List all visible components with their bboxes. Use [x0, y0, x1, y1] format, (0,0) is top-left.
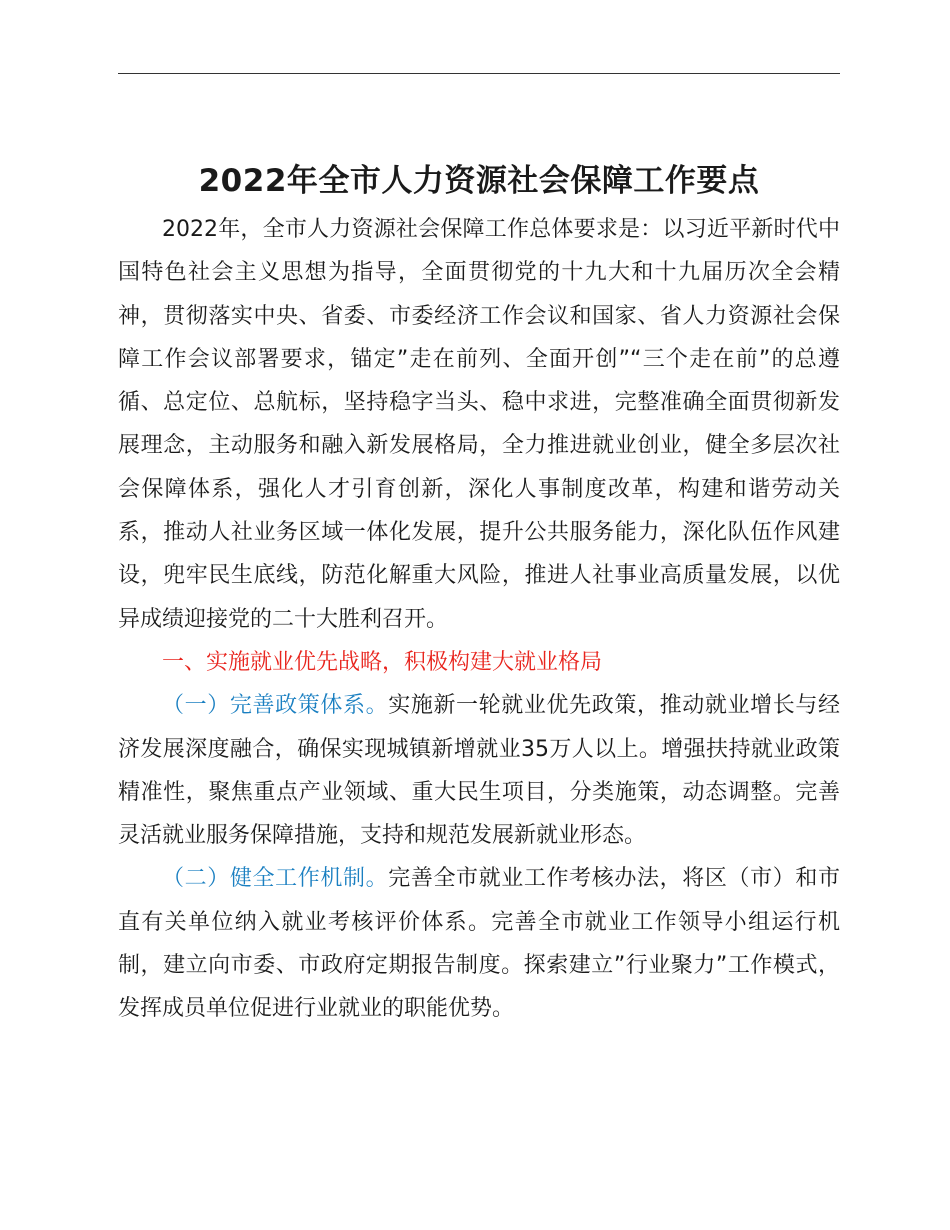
- intro-paragraph: 2022年，全市人力资源社会保障工作总体要求是：以习近平新时代中国特色社会主义思想为指导，全面贯彻党的十九大和十九届历次全会精神，贯彻落实中央、省委、市委经济工作会议和国家、省人力资源社会保障工作会议部署要求，锚定”走在前列、全面开创”“三个走在前”的总遵循、总定位、总航标，坚持稳字当头、稳中求进，完整准确全面贯彻新发展理念，主动服务和融入新发展格局，全力推进就业创业，健全多层次社会保障体系，强化人才引育创新，深化人事制度改革，构建和谐劳动关系，推动人社业务区域一体化发展，提升公共服务能力，深化队伍作风建设，兜牢民生底线，防范化解重大风险，推进人社事业高质量发展，以优异成绩迎接党的二十大胜利召开。: [118, 217, 840, 632]
- document-title: 2022年全市人力资源社会保障工作要点: [198, 162, 760, 199]
- document-body: [118, 208, 840, 1031]
- header-rule: [118, 73, 840, 74]
- section-item-paragraph: [118, 857, 840, 1030]
- item-heading: （一）完善政策体系。: [162, 693, 389, 719]
- item-heading: （二）健全工作机制。: [162, 866, 389, 892]
- section-item-paragraph: [118, 684, 840, 857]
- item-text: 实施新一轮就业优先政策，推动就业增长与经济发展深度融合，确保实现城镇新增就业35万人以上。增强扶持就业政策精准性，聚焦重点产业领域、重大民生项目，分类施策，动态调整。完善灵活就业服务保障措施，支持和规范发展新就业形态。: [118, 693, 840, 849]
- section-heading: 一、实施就业优先战略，积极构建大就业格局: [162, 649, 603, 675]
- item-text: 完善全市就业工作考核办法，将区（市）和市直有关单位纳入就业考核评价体系。完善全市就业工作领导小组运行机制，建立向市委、市政府定期报告制度。探索建立”行业聚力”工作模式，发挥成员单位促进行业就业的职能优势。: [118, 866, 840, 1022]
